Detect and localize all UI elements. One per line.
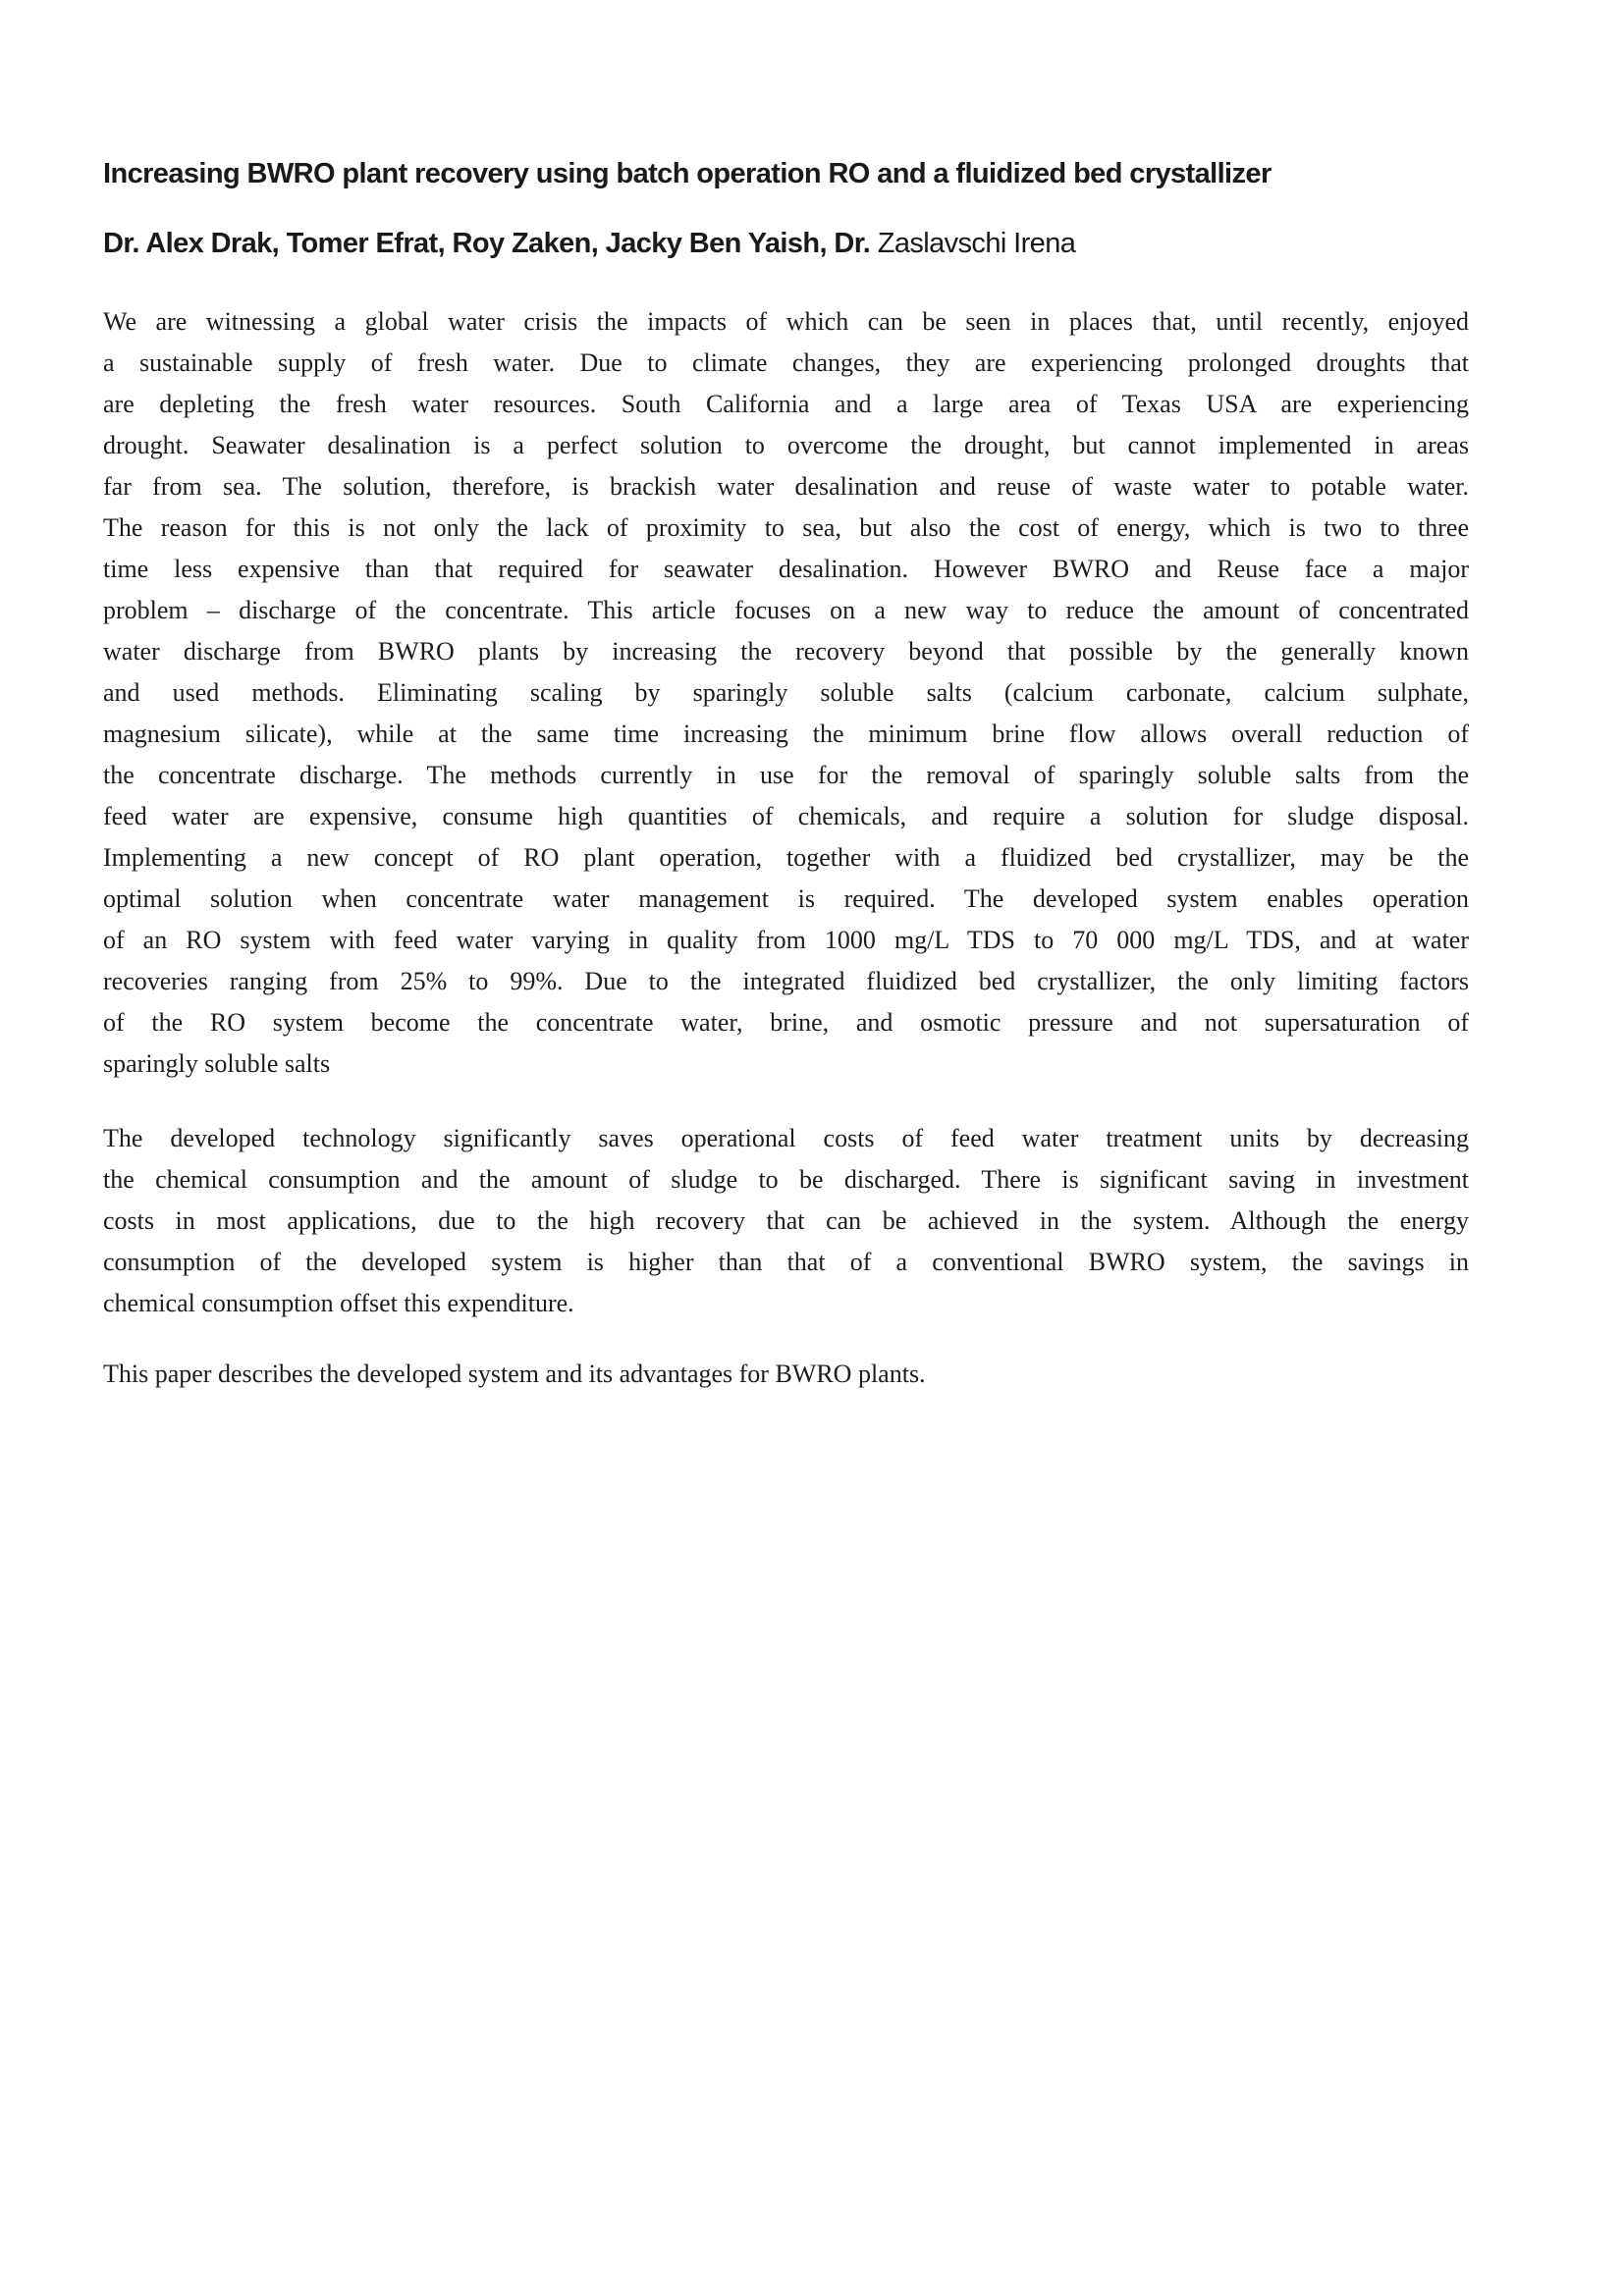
text-line: the chemical consumption and the amount of sludge to be discharged. There is significant saving in investment	[103, 1165, 1469, 1194]
text-line: of an RO system with feed water varying in quality from 1000 mg/L TDS to 70 000 mg/L TDS, and at water	[103, 926, 1469, 954]
text-line: The reason for this is not only the lack of proximity to sea, but also the cost of energy, which is two to three	[103, 513, 1469, 542]
text-line: far from sea. The solution, therefore, is brackish water desalination and reuse of waste water to potable water.	[103, 472, 1469, 501]
text-line: problem – discharge of the concentrate. This article focuses on a new way to reduce the amount of concentrated	[103, 596, 1469, 624]
text-line: We are witnessing a global water crisis the impacts of which can be seen in places that, until recently, enjoyed	[103, 307, 1469, 336]
text-line: feed water are expensive, consume high quantities of chemicals, and require a solution for sludge disposal.	[103, 802, 1469, 830]
text-line: and used methods. Eliminating scaling by sparingly soluble salts (calcium carbonate, calcium sulphate,	[103, 678, 1469, 707]
text-line: the concentrate discharge. The methods currently in use for the removal of sparingly soluble salts from the	[103, 761, 1469, 789]
text-line: magnesium silicate), while at the same time increasing the minimum brine flow allows overall reduction of	[103, 720, 1469, 748]
text-line: water discharge from BWRO plants by increasing the recovery beyond that possible by the generally known	[103, 637, 1469, 666]
text-line: a sustainable supply of fresh water. Due to climate changes, they are experiencing prolonged droughts that	[103, 348, 1469, 377]
text-line: time less expensive than that required for seawater desalination. However BWRO and Reuse face a major	[103, 555, 1469, 583]
text-line: drought. Seawater desalination is a perfect solution to overcome the drought, but cannot implemented in areas	[103, 431, 1469, 459]
text-line: of the RO system become the concentrate water, brine, and osmotic pressure and not supersaturation of	[103, 1008, 1469, 1037]
abstract-paragraph	[103, 301, 1469, 1085]
closing-paragraph	[103, 1354, 1469, 1395]
benefits-paragraph	[103, 1118, 1469, 1324]
text-line: This paper describes the developed system and its advantages for BWRO plants.	[103, 1360, 926, 1388]
text-line: sparingly soluble salts	[103, 1049, 331, 1078]
authors-regular-text: Zaslavschi Irena	[870, 228, 1076, 259]
text-line: optimal solution when concentrate water management is required. The developed system enables operation	[103, 884, 1469, 913]
authors-line	[103, 228, 1469, 260]
text-line: recoveries ranging from 25% to 99%. Due to the integrated fluidized bed crystallizer, the only limiting factors	[103, 967, 1469, 995]
text-line: costs in most applications, due to the high recovery that can be achieved in the system. Although the energy	[103, 1206, 1469, 1235]
text-line: consumption of the developed system is higher than that of a conventional BWRO system, the savings in	[103, 1248, 1469, 1276]
page-title: Increasing BWRO plant recovery using batch operation RO and a fluidized bed crystallizer	[103, 158, 1272, 189]
text-line: Implementing a new concept of RO plant operation, together with a fluidized bed crystallizer, may be the	[103, 843, 1469, 872]
text-line: are depleting the fresh water resources. South California and a large area of Texas USA are experiencing	[103, 390, 1469, 418]
text-line: The developed technology significantly saves operational costs of feed water treatment units by decreasing	[103, 1124, 1469, 1152]
authors-bold-text: Dr. Alex Drak, Tomer Efrat, Roy Zaken, Jacky Ben Yaish, Dr.	[103, 228, 871, 259]
text-line: chemical consumption offset this expenditure.	[103, 1289, 574, 1317]
